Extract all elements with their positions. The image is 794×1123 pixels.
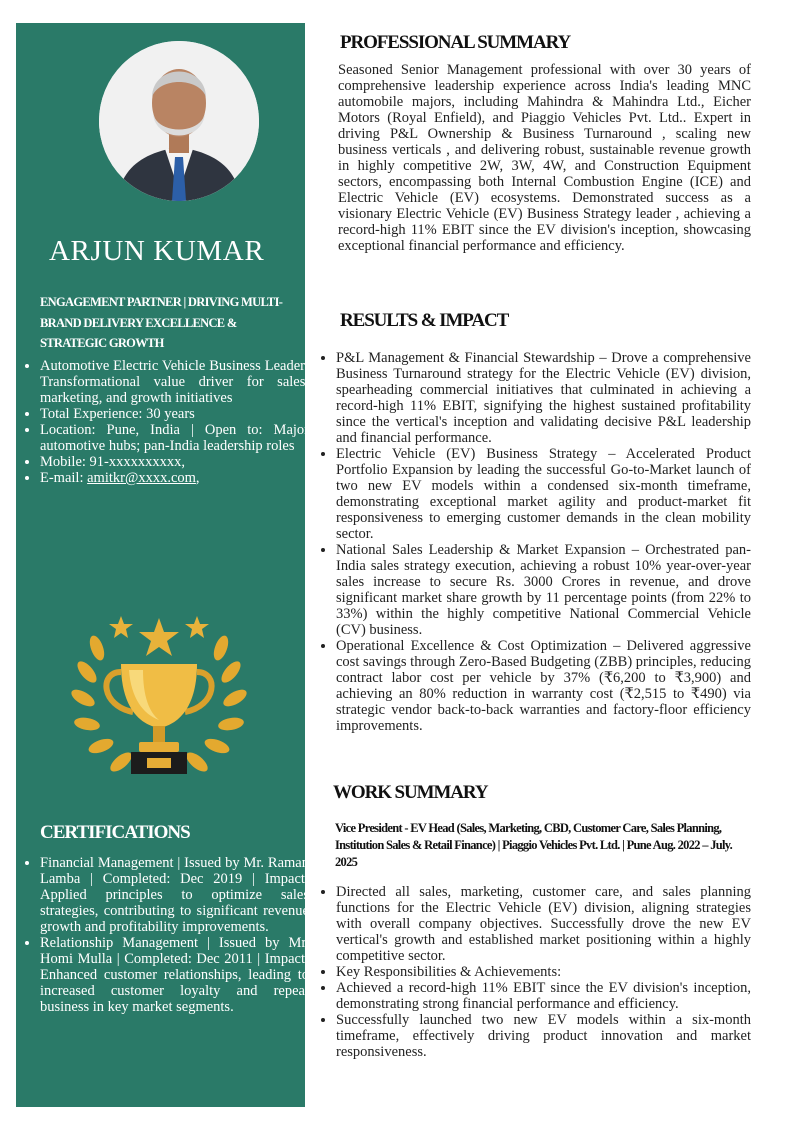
certifications-heading: CERTIFICATIONS <box>40 822 190 843</box>
tagline: ENGAGEMENT PARTNER | DRIVING MULTI-BRAND DELIVERY EXCELLENCE & STRATEGIC GROWTH <box>40 295 283 350</box>
profile-photo <box>99 41 259 201</box>
contact-item: • Total Experience: 30 years <box>40 406 309 422</box>
candidate-name: ARJUN KUMAR <box>49 235 265 267</box>
results-item: • Electric Vehicle (EV) Business Strategy – Accelerated Product Portfolio Expansion by leading the successful Go-to-Market launch of two new EV models within a condensed six-month timeframe, demonstrating exceptional market agility and product-market fit responsiveness to emerging customer demands in the clean mobility sector. <box>336 446 751 542</box>
work-item: • Successfully launched two new EV models within a six-month timeframe, effectively driving product innovation and market responsiveness. <box>336 1012 751 1060</box>
contact-item: • Location: Pune, India | Open to: Major automotive hubs; pan-India leadership roles <box>40 422 309 454</box>
job-title: Vice President - EV Head (Sales, Marketing, CBD, Customer Care, Sales Planning, Institution Sales & Retail Finance) | Piaggio Vehicles Pvt. Ltd. | Pune Aug. 2022 – July. 2025 <box>335 821 733 869</box>
results-item: • Operational Excellence & Cost Optimization – Delivered aggressive cost savings through Zero-Based Budgeting (ZBB) principles, reducing contract labor cost per vehicle by 37% (₹6,200 to ₹3,900) and achieving an 80% reduction in warranty cost (₹2,515 to ₹490) via strategic vendor back-to-back warranties and factory-floor efficiency improvements. <box>336 638 751 734</box>
email-link[interactable]: amitkr@xxxx.com <box>87 470 196 486</box>
contact-list <box>24 358 309 486</box>
email-label: E-mail: <box>40 470 88 486</box>
contact-item: • Automotive Electric Vehicle Business Leader: Transformational value driver for sales, marketing, and growth initiatives <box>40 358 309 406</box>
results-list <box>320 350 751 734</box>
contact-item: • Mobile: 91-xxxxxxxxxx, <box>40 454 309 470</box>
certifications-list <box>24 855 309 1015</box>
trophy-icon <box>59 586 259 796</box>
certification-item: • Financial Management | Issued by Mr. Raman Lamba | Completed: Dec 2019 | Impact: Applied principles to optimize sales strategies, contributing to significant revenue growth and profitability improvements. <box>40 855 309 935</box>
work-item: • Achieved a record-high 11% EBIT since the EV division's inception, demonstrating strong financial performance and efficiency. <box>336 980 751 1012</box>
certification-item: • Relationship Management | Issued by Mr. Homi Mulla | Completed: Dec 2011 | Impact: Enhanced customer relationships, leading to increased customer loyalty and repeat business in key market segments. <box>40 935 309 1015</box>
contact-item-email <box>40 470 309 486</box>
results-impact-heading: RESULTS & IMPACT <box>340 310 509 331</box>
results-item: • National Sales Leadership & Market Expansion – Orchestrated pan-India sales strategy execution, achieving a robust 10% year-over-year sales increase to secure Rs. 3000 Crores in revenue, and drove significant market share growth by 11 percentage points (from 22% to 33%) within the highly competitive National Commercial Vehicle (CV) business. <box>336 542 751 638</box>
work-list <box>320 884 751 1060</box>
work-item: • Directed all sales, marketing, customer care, and sales planning functions for the Electric Vehicle (EV) division, aligning strategies with overall company objectives. Successfully drove the new EV vertical's growth and established market positioning within a highly competitive sector. <box>336 884 751 964</box>
professional-summary-heading: PROFESSIONAL SUMMARY <box>340 32 571 53</box>
sidebar <box>16 23 309 1107</box>
email-suffix: , <box>195 470 200 486</box>
work-item: • Key Responsibilities & Achievements: <box>336 964 751 980</box>
results-item: • P&L Management & Financial Stewardship – Drove a comprehensive Business Turnaround strategy for the Electric Vehicle (EV) division, spearheading commercial initiatives that culminated in achieving a record-high 11% EBIT, signifying the highest sustained profitability since the vertical's inception and validating decisive P&L leadership and financial performance. <box>336 350 751 446</box>
work-summary-heading: WORK SUMMARY <box>333 782 488 803</box>
professional-summary-text: Seasoned Senior Management professional with over 30 years of comprehensive leadership experience across India's leading MNC automobile majors, including Mahindra & Mahindra Ltd., Eicher Motors (Royal Enfield), and Piaggio Vehicles Pvt. Ltd.. Expert in driving P&L Ownership & Business Turnaround , scaling new business verticals , and delivering robust, sustainable revenue growth in highly competitive 2W, 3W, 4W, and Construction Equipment sectors, encompassing both Internal Combustion Engine (ICE) and Electric Vehicle (EV) ecosystems. Demonstrated success as a visionary Electric Vehicle (EV) Business Strategy leader , achieving a record-high 11% EBIT since the EV division's inception, showcasing exceptional financial performance and efficiency. <box>338 62 751 254</box>
